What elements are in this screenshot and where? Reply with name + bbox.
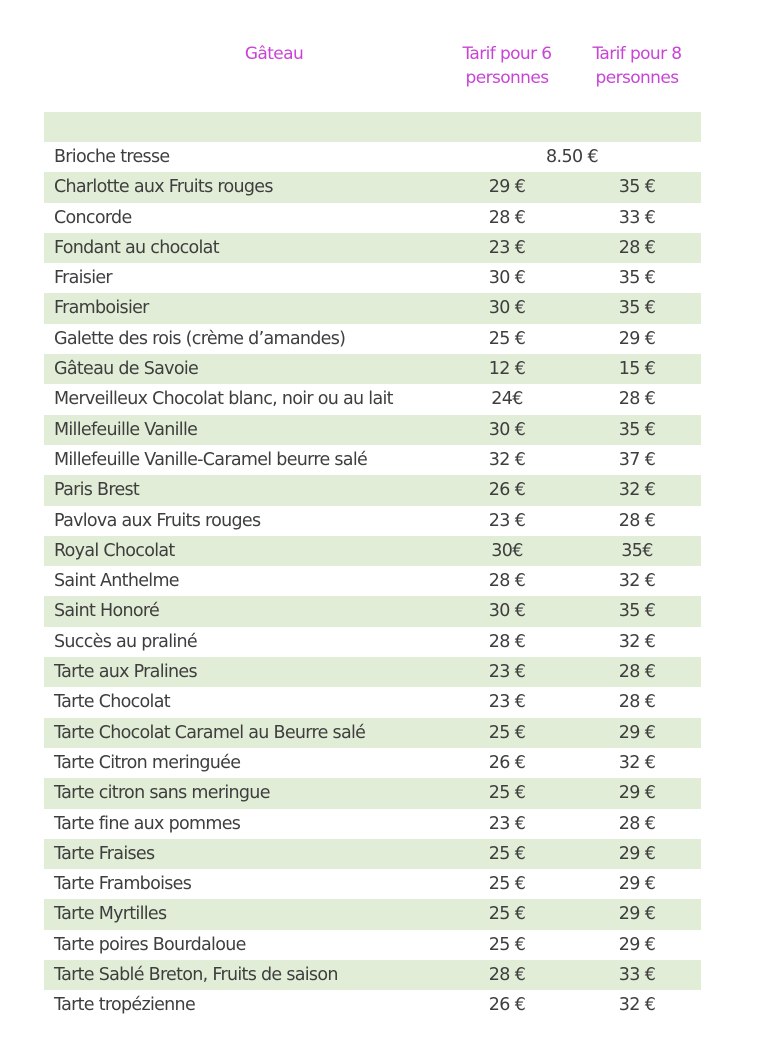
- price-6-persons: 23 €: [488, 662, 526, 683]
- price-6-persons: 26 €: [488, 995, 526, 1016]
- table-row: [44, 687, 701, 717]
- cake-name: Tarte Chocolat Caramel au Beurre salé: [54, 722, 366, 743]
- price-8-persons: 33 €: [618, 965, 656, 986]
- table-row: [44, 233, 701, 263]
- cake-name: Merveilleux Chocolat blanc, noir ou au lait: [54, 389, 393, 410]
- price-table: [44, 112, 701, 1021]
- price-8-persons: 32 €: [618, 995, 656, 1016]
- price-8-persons: 29 €: [618, 904, 656, 925]
- cake-name: Framboisier: [54, 298, 149, 319]
- table-row: [44, 809, 701, 839]
- cake-name: Tarte aux Pralines: [54, 662, 197, 683]
- table-row: [44, 263, 701, 293]
- table-row: [44, 506, 701, 536]
- table-row: [44, 475, 701, 505]
- price-8-persons: 32 €: [618, 480, 656, 501]
- cake-name: Tarte Chocolat: [54, 692, 170, 713]
- price-8-persons: 28 €: [618, 692, 656, 713]
- price-6-persons: 23 €: [488, 692, 526, 713]
- table-row: [44, 748, 701, 778]
- cake-name: Royal Chocolat: [54, 540, 175, 561]
- table-row: [44, 172, 701, 202]
- table-row: [44, 839, 701, 869]
- price-8-persons: 35 €: [618, 268, 656, 289]
- price-8-persons: 35 €: [618, 601, 656, 622]
- price-8-persons: 15 €: [618, 359, 656, 380]
- cake-name: Saint Honoré: [54, 601, 160, 622]
- price-6-persons: 28 €: [488, 965, 526, 986]
- table-row: [44, 203, 701, 233]
- cake-name: Brioche tresse: [54, 147, 170, 167]
- table-row: [44, 778, 701, 808]
- price-8-persons: 28 €: [618, 389, 656, 410]
- price-6-persons: 25 €: [488, 874, 526, 895]
- cake-name: Paris Brest: [54, 480, 140, 501]
- price-6-persons: 28 €: [488, 571, 526, 592]
- price-8-persons: 32 €: [618, 752, 656, 773]
- price-8-persons: 29 €: [618, 722, 656, 743]
- cake-name: Tarte Framboises: [54, 874, 192, 895]
- price-6-persons: 23 €: [488, 237, 526, 258]
- cake-name: Tarte Fraises: [54, 843, 155, 864]
- price-6-persons: 32 €: [488, 449, 526, 470]
- price-6-persons: 25 €: [488, 722, 526, 743]
- cake-name: Tarte citron sans meringue: [54, 783, 270, 804]
- cake-name: Galette des rois (crème d’amandes): [54, 328, 346, 349]
- price-6-persons: 25 €: [488, 934, 526, 955]
- price-8-persons: 28 €: [618, 510, 656, 531]
- table-row: [44, 960, 701, 990]
- price-6-persons: 26 €: [488, 480, 526, 501]
- price-8-persons: 28 €: [618, 237, 656, 258]
- table-spacer-row: [44, 112, 701, 142]
- price-8-persons: 32 €: [618, 631, 656, 652]
- price-8-persons: 29 €: [618, 783, 656, 804]
- price-8-persons: 33 €: [618, 207, 656, 228]
- cake-name: Pavlova aux Fruits rouges: [54, 510, 261, 531]
- cake-name: Tarte Myrtilles: [54, 904, 167, 925]
- cake-name: Succès au praliné: [54, 631, 197, 652]
- price-8-persons: 37 €: [618, 449, 656, 470]
- price-8-persons: 29 €: [618, 328, 656, 349]
- cake-name: Gâteau de Savoie: [54, 359, 199, 380]
- cake-name: Tarte Sablé Breton, Fruits de saison: [54, 965, 338, 986]
- table-row: [44, 718, 701, 748]
- price-8-persons: 35 €: [618, 177, 656, 198]
- price-6-persons: 24€: [491, 389, 523, 410]
- price-6-persons: 30€: [491, 540, 523, 561]
- cake-name: Millefeuille Vanille: [54, 419, 198, 440]
- header-price-6: Tarif pour 6 personnes: [462, 44, 552, 88]
- table-row: [44, 324, 701, 354]
- price-6-persons: 30 €: [488, 601, 526, 622]
- cake-name: Tarte Citron meringuée: [54, 752, 241, 773]
- table-row: [44, 566, 701, 596]
- table-row: [44, 384, 701, 414]
- table-row: [44, 596, 701, 626]
- price-single: 8.50 €: [545, 147, 599, 167]
- cake-name: Tarte tropézienne: [54, 995, 196, 1016]
- table-header: [44, 38, 701, 113]
- price-6-persons: 12 €: [488, 359, 526, 380]
- price-6-persons: 25 €: [488, 328, 526, 349]
- table-row: [44, 657, 701, 687]
- header-price-8: Tarif pour 8 personnes: [592, 44, 682, 88]
- cake-name: Millefeuille Vanille-Caramel beurre salé: [54, 449, 368, 470]
- price-8-persons: 29 €: [618, 874, 656, 895]
- price-8-persons: 28 €: [618, 813, 656, 834]
- price-8-persons: 29 €: [618, 934, 656, 955]
- price-8-persons: 35 €: [618, 419, 656, 440]
- price-8-persons: 32 €: [618, 571, 656, 592]
- cake-name: Charlotte aux Fruits rouges: [54, 177, 273, 198]
- price-6-persons: 30 €: [488, 298, 526, 319]
- table-row: [44, 627, 701, 657]
- table-row: [44, 990, 701, 1020]
- table-row: [44, 930, 701, 960]
- table-row: [44, 293, 701, 323]
- header-cake: Gâteau: [244, 44, 304, 64]
- price-6-persons: 28 €: [488, 207, 526, 228]
- price-6-persons: 23 €: [488, 510, 526, 531]
- table-row: [44, 536, 701, 566]
- table-row: [44, 142, 701, 172]
- table-row: [44, 415, 701, 445]
- cake-name: Tarte poires Bourdaloue: [54, 934, 246, 955]
- price-6-persons: 28 €: [488, 631, 526, 652]
- cake-name: Fraisier: [54, 268, 112, 289]
- price-8-persons: 35€: [621, 540, 653, 561]
- price-6-persons: 29 €: [488, 177, 526, 198]
- price-6-persons: 30 €: [488, 268, 526, 289]
- price-6-persons: 23 €: [488, 813, 526, 834]
- table-row: [44, 899, 701, 929]
- price-8-persons: 29 €: [618, 843, 656, 864]
- price-6-persons: 25 €: [488, 783, 526, 804]
- price-6-persons: 25 €: [488, 843, 526, 864]
- price-6-persons: 25 €: [488, 904, 526, 925]
- cake-name: Tarte fine aux pommes: [54, 813, 241, 834]
- cake-name: Fondant au chocolat: [54, 237, 219, 258]
- table-row: [44, 354, 701, 384]
- cake-name: Concorde: [54, 207, 132, 228]
- cake-name: Saint Anthelme: [54, 571, 179, 592]
- price-6-persons: 30 €: [488, 419, 526, 440]
- price-6-persons: 26 €: [488, 752, 526, 773]
- price-8-persons: 35 €: [618, 298, 656, 319]
- price-8-persons: 28 €: [618, 662, 656, 683]
- table-row: [44, 445, 701, 475]
- table-row: [44, 869, 701, 899]
